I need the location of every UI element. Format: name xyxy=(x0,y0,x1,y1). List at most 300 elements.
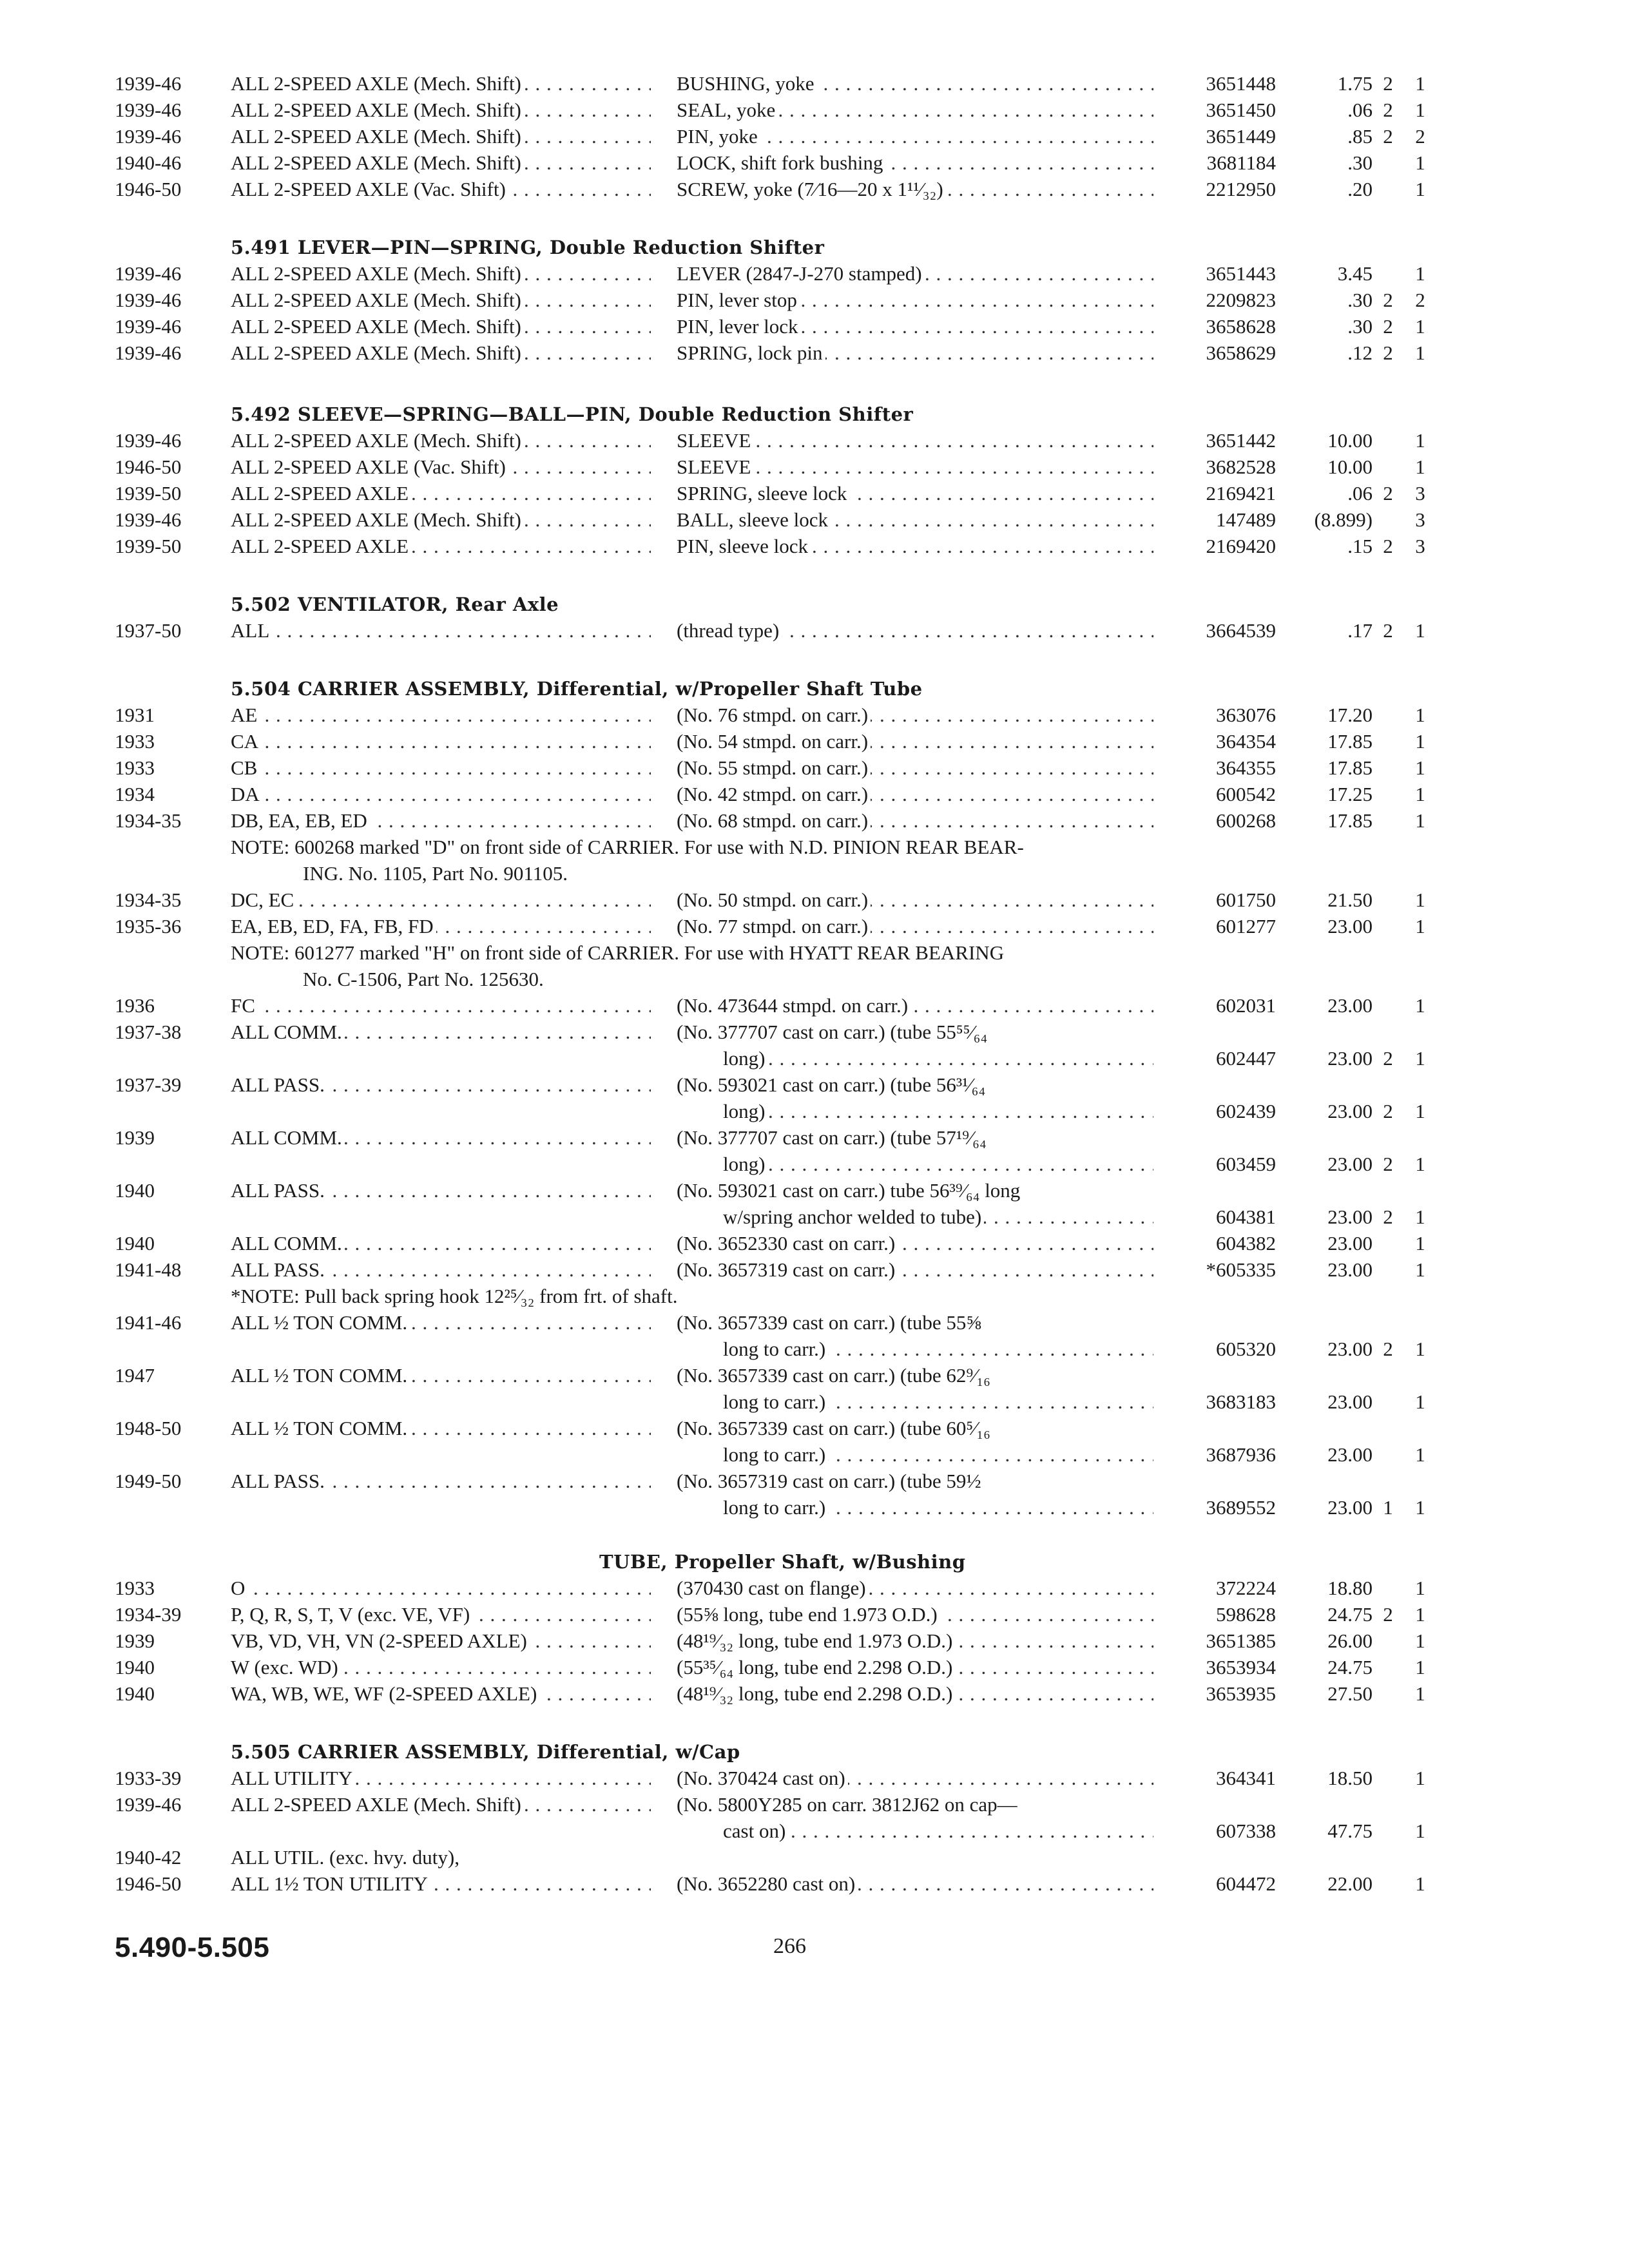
group-code xyxy=(1375,781,1401,808)
part-number: 3651442 xyxy=(1206,429,1276,452)
quantity: 2 xyxy=(1415,125,1425,148)
description-cell: (No. 593021 cast on carr.) (tube 56³¹⁄₆₄ xyxy=(677,1073,986,1096)
price: 27.50 xyxy=(1327,1682,1373,1705)
group-code: 2 xyxy=(1383,289,1393,311)
quantity: 3 xyxy=(1415,508,1425,531)
description-cell-text: (48¹⁹⁄₃₂ long, tube end 1.973 O.D.) xyxy=(677,1629,955,1652)
year-cell: 1946-50 xyxy=(115,178,182,200)
description-cell-text: PIN, sleeve lock xyxy=(677,535,811,557)
model-cell-leader xyxy=(231,781,651,808)
model-cell-text: ALL UTILITY xyxy=(231,1767,355,1789)
model-cell-leader xyxy=(231,97,651,124)
quantity: 1 xyxy=(1415,1629,1425,1652)
quantity: 1 xyxy=(1415,1338,1425,1360)
description-continued-text: w/spring anchor welded to tube) xyxy=(723,1206,984,1228)
description-cell-text: (370430 cast on flange) xyxy=(677,1577,869,1599)
price: 10.00 xyxy=(1327,456,1373,478)
group-code xyxy=(1375,1230,1401,1257)
description-continued-leader xyxy=(723,1098,1153,1125)
description-cell xyxy=(677,506,1153,533)
year-cell: 1947 xyxy=(115,1364,155,1387)
quantity: 1 xyxy=(1415,1232,1425,1254)
price: 23.00 xyxy=(1327,1390,1373,1413)
description-cell: (No. 3657339 cast on carr.) (tube 62⁹⁄₁₆ xyxy=(677,1364,990,1387)
model-cell-text: ALL COMM. xyxy=(231,1126,345,1149)
description-continued-text: long) xyxy=(723,1100,767,1122)
description-cell-leader xyxy=(677,887,1153,914)
model-cell xyxy=(231,427,651,454)
description-cell-text: (No. 68 stmpd. on carr.) xyxy=(677,809,871,832)
table-row-continued xyxy=(0,1389,1629,1416)
model-cell-text: ALL 2-SPEED AXLE (Vac. Shift) xyxy=(231,178,508,200)
part-number: 604382 xyxy=(1216,1232,1276,1254)
model-cell-text: ALL 2-SPEED AXLE (Mech. Shift) xyxy=(231,315,524,338)
section-heading-5-502: 5.502 VENTILATOR, Rear Axle xyxy=(231,593,559,615)
part-number: 600542 xyxy=(1216,783,1276,805)
group-code: 2 xyxy=(1383,482,1393,505)
price: 23.00 xyxy=(1327,1338,1373,1360)
table-row xyxy=(0,887,1629,914)
table-row-continued xyxy=(0,1045,1629,1072)
description-cell: (No. 3657339 cast on carr.) (tube 60⁵⁄₁₆ xyxy=(677,1417,990,1439)
model-cell-text: ALL 2-SPEED AXLE (Mech. Shift) xyxy=(231,341,524,364)
table-row xyxy=(0,1019,1629,1046)
model-cell xyxy=(231,287,651,314)
price: .30 xyxy=(1347,151,1373,174)
description-cell-leader xyxy=(677,1575,1153,1602)
part-number: 3653934 xyxy=(1206,1656,1276,1678)
model-cell xyxy=(231,887,651,914)
table-row xyxy=(0,97,1629,124)
model-cell-text: ALL 2-SPEED AXLE xyxy=(231,482,411,505)
group-code: 1 xyxy=(1383,1496,1393,1519)
section-heading-5-491: 5.491 LEVER—PIN—SPRING, Double Reduction Shifter xyxy=(231,236,825,258)
model-cell-leader xyxy=(231,506,651,533)
model-cell-text: ALL xyxy=(231,619,272,642)
model-cell xyxy=(231,313,651,340)
group-code xyxy=(1375,1654,1401,1681)
model-cell-leader xyxy=(231,728,651,755)
model-cell-leader xyxy=(231,1601,651,1628)
table-row-continued xyxy=(0,1204,1629,1231)
year-cell: 1940 xyxy=(115,1179,155,1202)
group-code xyxy=(1375,1256,1401,1283)
year-cell: 1940 xyxy=(115,1656,155,1678)
model-cell-text: CA xyxy=(231,730,261,753)
description-cell xyxy=(677,702,1153,729)
description-cell xyxy=(677,617,1153,644)
price: 24.75 xyxy=(1327,1603,1373,1626)
description-cell-leader xyxy=(677,149,1153,177)
table-row xyxy=(0,1309,1629,1336)
description-cell-text: (No. 370424 cast on) xyxy=(677,1767,848,1789)
group-code xyxy=(1375,1628,1401,1655)
description-cell-text: (No. 55 stmpd. on carr.) xyxy=(677,756,871,779)
model-cell-leader xyxy=(231,176,651,203)
model-cell xyxy=(231,728,651,755)
model-cell xyxy=(231,454,651,481)
table-row xyxy=(0,807,1629,834)
table-row-continued xyxy=(0,1336,1629,1363)
group-code xyxy=(1375,887,1401,914)
model-cell xyxy=(231,1601,651,1628)
description-continued xyxy=(723,1336,1153,1363)
year-cell: 1934-39 xyxy=(115,1603,182,1626)
model-cell xyxy=(231,176,651,203)
description-continued-leader xyxy=(723,1818,1153,1845)
description-cell-text: SLEEVE xyxy=(677,429,753,452)
model-cell-text: ALL PASS. xyxy=(231,1258,327,1281)
price: .30 xyxy=(1347,289,1373,311)
group-code: 2 xyxy=(1383,1047,1393,1070)
year-cell: 1939 xyxy=(115,1126,155,1149)
description-cell-text: (48¹⁹⁄₃₂ long, tube end 2.298 O.D.) xyxy=(677,1682,955,1705)
model-cell-leader xyxy=(231,149,651,177)
table-row xyxy=(0,754,1629,782)
model-cell-text: DC, EC xyxy=(231,889,296,911)
table-row xyxy=(0,913,1629,940)
year-cell: 1939-46 xyxy=(115,315,182,338)
table-row xyxy=(0,1791,1629,1818)
model-cell-text: AE xyxy=(231,704,260,726)
group-code: 2 xyxy=(1383,125,1393,148)
description-cell-leader xyxy=(677,427,1153,454)
model-cell-text: O xyxy=(231,1577,247,1599)
price: 17.85 xyxy=(1327,756,1373,779)
year-cell: 1939-46 xyxy=(115,72,182,95)
table-row xyxy=(0,1072,1629,1099)
description-cell-leader xyxy=(677,1654,1153,1681)
table-row xyxy=(0,176,1629,203)
description-cell xyxy=(677,533,1153,560)
year-cell: 1936 xyxy=(115,994,155,1017)
price: .17 xyxy=(1347,619,1373,642)
model-cell xyxy=(231,533,651,560)
description-continued xyxy=(723,1098,1153,1125)
description-continued-leader xyxy=(723,1045,1153,1072)
model-cell-leader xyxy=(231,313,651,340)
table-row xyxy=(0,123,1629,150)
group-code xyxy=(1375,176,1401,203)
quantity: 1 xyxy=(1415,1656,1425,1678)
page-section-range: 5.490-5.505 xyxy=(115,1932,270,1963)
model-cell-leader xyxy=(231,1124,651,1151)
table-row xyxy=(0,1230,1629,1257)
description-cell xyxy=(677,454,1153,481)
quantity: 1 xyxy=(1415,704,1425,726)
year-cell: 1933 xyxy=(115,730,155,753)
price: 23.00 xyxy=(1327,1047,1373,1070)
description-cell xyxy=(677,1765,1153,1792)
year-cell: 1937-50 xyxy=(115,619,182,642)
model-cell-text: ALL 2-SPEED AXLE (Mech. Shift) xyxy=(231,125,524,148)
price: 23.00 xyxy=(1327,915,1373,937)
group-code: 2 xyxy=(1383,1603,1393,1626)
model-cell xyxy=(231,1628,651,1655)
table-row xyxy=(0,1124,1629,1151)
note-line: ING. No. 1105, Part No. 901105. xyxy=(303,862,568,885)
description-continued-text: long to carr.) xyxy=(723,1496,828,1519)
table-row-continued xyxy=(0,1818,1629,1845)
model-cell-leader xyxy=(231,1230,651,1257)
group-code xyxy=(1375,1765,1401,1792)
part-number: 3689552 xyxy=(1206,1496,1276,1519)
quantity: 3 xyxy=(1415,535,1425,557)
table-row xyxy=(0,1680,1629,1707)
part-number: 605320 xyxy=(1216,1338,1276,1360)
table-row xyxy=(0,480,1629,507)
model-cell-text: ALL 2-SPEED AXLE (Mech. Shift) xyxy=(231,289,524,311)
group-code: 2 xyxy=(1383,1206,1393,1228)
description-cell xyxy=(677,754,1153,782)
quantity: 1 xyxy=(1415,99,1425,121)
year-cell: 1941-46 xyxy=(115,1311,182,1334)
description-cell xyxy=(677,992,1153,1019)
description-cell-text: SCREW, yoke (7⁄16—20 x 1¹¹⁄₃₂) xyxy=(677,178,946,200)
model-cell-leader xyxy=(231,1256,651,1283)
table-row xyxy=(0,992,1629,1019)
quantity: 1 xyxy=(1415,1153,1425,1175)
model-cell xyxy=(231,992,651,1019)
model-cell-leader xyxy=(231,1072,651,1099)
note-line: NOTE: 600268 marked "D" on front side of CARRIER. For use with N.D. PINION REAR BEAR- xyxy=(231,836,1024,858)
model-cell-leader xyxy=(231,533,651,560)
price: 23.00 xyxy=(1327,1258,1373,1281)
model-cell-text: EA, EB, ED, FA, FB, FD xyxy=(231,915,436,937)
model-cell-text: W (exc. WD) xyxy=(231,1656,341,1678)
model-cell-text: ALL 2-SPEED AXLE (Mech. Shift) xyxy=(231,1793,524,1816)
price: 1.75 xyxy=(1337,72,1373,95)
price: .85 xyxy=(1347,125,1373,148)
model-cell-text: ALL PASS. xyxy=(231,1179,327,1202)
table-row xyxy=(0,427,1629,454)
year-cell: 1948-50 xyxy=(115,1417,182,1439)
model-cell-leader xyxy=(231,70,651,97)
description-cell xyxy=(677,1680,1153,1707)
quantity: 1 xyxy=(1415,456,1425,478)
model-cell-leader xyxy=(231,340,651,367)
part-number: 3651448 xyxy=(1206,72,1276,95)
price: 17.85 xyxy=(1327,730,1373,753)
year-cell: 1931 xyxy=(115,704,155,726)
year-cell: 1940-42 xyxy=(115,1846,182,1869)
model-cell-leader xyxy=(231,1468,651,1495)
part-number: 600268 xyxy=(1216,809,1276,832)
description-continued xyxy=(723,1494,1153,1521)
group-code xyxy=(1375,260,1401,287)
part-number: 2169420 xyxy=(1206,535,1276,557)
description-cell xyxy=(677,427,1153,454)
group-code: 2 xyxy=(1383,619,1393,642)
model-cell-text: ALL COMM. xyxy=(231,1232,345,1254)
quantity: 1 xyxy=(1415,72,1425,95)
part-number: 2212950 xyxy=(1206,178,1276,200)
description-cell xyxy=(677,340,1153,367)
quantity: 1 xyxy=(1415,730,1425,753)
part-number: 3651385 xyxy=(1206,1629,1276,1652)
description-cell-text: PIN, yoke xyxy=(677,125,760,148)
description-cell-leader xyxy=(677,617,1153,644)
model-cell xyxy=(231,702,651,729)
table-row xyxy=(0,1362,1629,1389)
price: .15 xyxy=(1347,535,1373,557)
description-cell-text: (No. 54 stmpd. on carr.) xyxy=(677,730,871,753)
model-cell xyxy=(231,506,651,533)
quantity: 1 xyxy=(1415,1820,1425,1842)
table-row xyxy=(0,260,1629,287)
group-code xyxy=(1375,992,1401,1019)
part-number: 3658628 xyxy=(1206,315,1276,338)
model-cell-text: DA xyxy=(231,783,262,805)
description-cell-text: (No. 473644 stmpd. on carr.) xyxy=(677,994,911,1017)
description-continued-leader xyxy=(723,1494,1153,1521)
table-row xyxy=(0,506,1629,533)
group-code: 2 xyxy=(1383,1338,1393,1360)
model-cell-text: VB, VD, VH, VN (2-SPEED AXLE) xyxy=(231,1629,530,1652)
quantity: 1 xyxy=(1415,1047,1425,1070)
table-row xyxy=(0,1765,1629,1792)
description-cell-leader xyxy=(677,176,1153,203)
year-cell: 1939-46 xyxy=(115,429,182,452)
part-number: *605335 xyxy=(1206,1258,1276,1281)
description-cell-leader xyxy=(677,533,1153,560)
year-cell: 1937-38 xyxy=(115,1021,182,1043)
model-cell-text: P, Q, R, S, T, V (exc. VE, VF) xyxy=(231,1603,472,1626)
part-number: 607338 xyxy=(1216,1820,1276,1842)
model-cell xyxy=(231,1791,651,1818)
quantity: 1 xyxy=(1415,1100,1425,1122)
price: 17.85 xyxy=(1327,809,1373,832)
table-row xyxy=(0,1870,1629,1898)
description-cell-leader xyxy=(677,340,1153,367)
model-cell-text: ALL COMM. xyxy=(231,1021,345,1043)
quantity: 1 xyxy=(1415,1682,1425,1705)
model-cell-text: ALL PASS. xyxy=(231,1073,327,1096)
description-cell-leader xyxy=(677,781,1153,808)
year-cell: 1939-50 xyxy=(115,482,182,505)
description-cell-leader xyxy=(677,287,1153,314)
description-cell xyxy=(677,123,1153,150)
part-number: 3651449 xyxy=(1206,125,1276,148)
group-code xyxy=(1375,1389,1401,1416)
model-cell-leader xyxy=(231,1309,651,1336)
model-cell xyxy=(231,1680,651,1707)
model-cell-text: CB xyxy=(231,756,260,779)
table-row xyxy=(0,287,1629,314)
model-cell xyxy=(231,1415,651,1442)
model-cell-leader xyxy=(231,1791,651,1818)
group-code xyxy=(1375,702,1401,729)
description-cell-leader xyxy=(677,70,1153,97)
group-code: 2 xyxy=(1383,315,1393,338)
price: 17.25 xyxy=(1327,783,1373,805)
model-cell xyxy=(231,807,651,834)
description-cell xyxy=(677,260,1153,287)
description-cell-leader xyxy=(677,313,1153,340)
group-code: 2 xyxy=(1383,72,1393,95)
section-heading-5-505: 5.505 CARRIER ASSEMBLY, Differential, w/Cap xyxy=(231,1741,740,1763)
model-cell-text: DB, EA, EB, ED xyxy=(231,809,370,832)
price: (8.899) xyxy=(1314,508,1373,531)
model-cell-leader xyxy=(231,287,651,314)
year-cell: 1941-48 xyxy=(115,1258,182,1281)
description-cell-leader xyxy=(677,1628,1153,1655)
description-continued-text: long to carr.) xyxy=(723,1390,828,1413)
model-cell xyxy=(231,70,651,97)
model-cell-text: ALL 2-SPEED AXLE xyxy=(231,535,411,557)
part-number: 3687936 xyxy=(1206,1443,1276,1466)
part-number: 601277 xyxy=(1216,915,1276,937)
description-cell-text: (No. 42 stmpd. on carr.) xyxy=(677,783,871,805)
group-code xyxy=(1375,1870,1401,1898)
model-cell-leader xyxy=(231,427,651,454)
description-cell xyxy=(677,480,1153,507)
description-cell-text: (thread type) xyxy=(677,619,782,642)
part-number: 602031 xyxy=(1216,994,1276,1017)
part-number: 364354 xyxy=(1216,730,1276,753)
description-continued-leader xyxy=(723,1389,1153,1416)
year-cell: 1940-46 xyxy=(115,151,182,174)
description-cell-text: SLEEVE xyxy=(677,456,753,478)
note-line: NOTE: 601277 marked "H" on front side of CARRIER. For use with HYATT REAR BEARING xyxy=(231,941,1005,964)
description-cell-text: (No. 3657319 cast on carr.) xyxy=(677,1258,898,1281)
description-cell xyxy=(677,149,1153,177)
model-cell-leader xyxy=(231,754,651,782)
description-cell: (No. 5800Y285 on carr. 3812J62 on cap— xyxy=(677,1793,1017,1816)
model-cell xyxy=(231,1124,651,1151)
price: 24.75 xyxy=(1327,1656,1373,1678)
model-cell-text: ALL 1½ TON UTILITY xyxy=(231,1872,430,1895)
model-cell xyxy=(231,97,651,124)
description-cell xyxy=(677,313,1153,340)
part-number: 602447 xyxy=(1216,1047,1276,1070)
description-cell-leader xyxy=(677,702,1153,729)
model-cell xyxy=(231,1256,651,1283)
model-cell-leader xyxy=(231,1019,651,1046)
model-cell xyxy=(231,913,651,940)
year-cell: 1939-46 xyxy=(115,289,182,311)
model-cell-leader xyxy=(231,1765,651,1792)
price: 3.45 xyxy=(1337,262,1373,285)
quantity: 1 xyxy=(1415,1577,1425,1599)
year-cell: 1935-36 xyxy=(115,915,182,937)
price: 18.80 xyxy=(1327,1577,1373,1599)
model-cell-text: ALL 2-SPEED AXLE (Mech. Shift) xyxy=(231,508,524,531)
description-cell: (No. 377707 cast on carr.) (tube 55⁵⁵⁄₆₄ xyxy=(677,1021,988,1043)
group-code xyxy=(1375,149,1401,177)
description-cell-leader xyxy=(677,506,1153,533)
description-cell-leader xyxy=(677,913,1153,940)
price: 23.00 xyxy=(1327,1232,1373,1254)
price: 17.20 xyxy=(1327,704,1373,726)
description-continued xyxy=(723,1441,1153,1468)
description-cell: (No. 3657339 cast on carr.) (tube 55⅝ xyxy=(677,1311,981,1334)
group-code xyxy=(1375,427,1401,454)
quantity: 1 xyxy=(1415,889,1425,911)
price: .06 xyxy=(1347,99,1373,121)
part-number: 601750 xyxy=(1216,889,1276,911)
table-row xyxy=(0,1256,1629,1283)
table-row xyxy=(0,617,1629,644)
part-number: 3664539 xyxy=(1206,619,1276,642)
quantity: 1 xyxy=(1415,1872,1425,1895)
price: 18.50 xyxy=(1327,1767,1373,1789)
model-cell-text: ALL PASS. xyxy=(231,1470,327,1492)
quantity: 3 xyxy=(1415,482,1425,505)
description-cell-leader xyxy=(677,480,1153,507)
model-cell xyxy=(231,1230,651,1257)
description-continued-leader xyxy=(723,1151,1153,1178)
